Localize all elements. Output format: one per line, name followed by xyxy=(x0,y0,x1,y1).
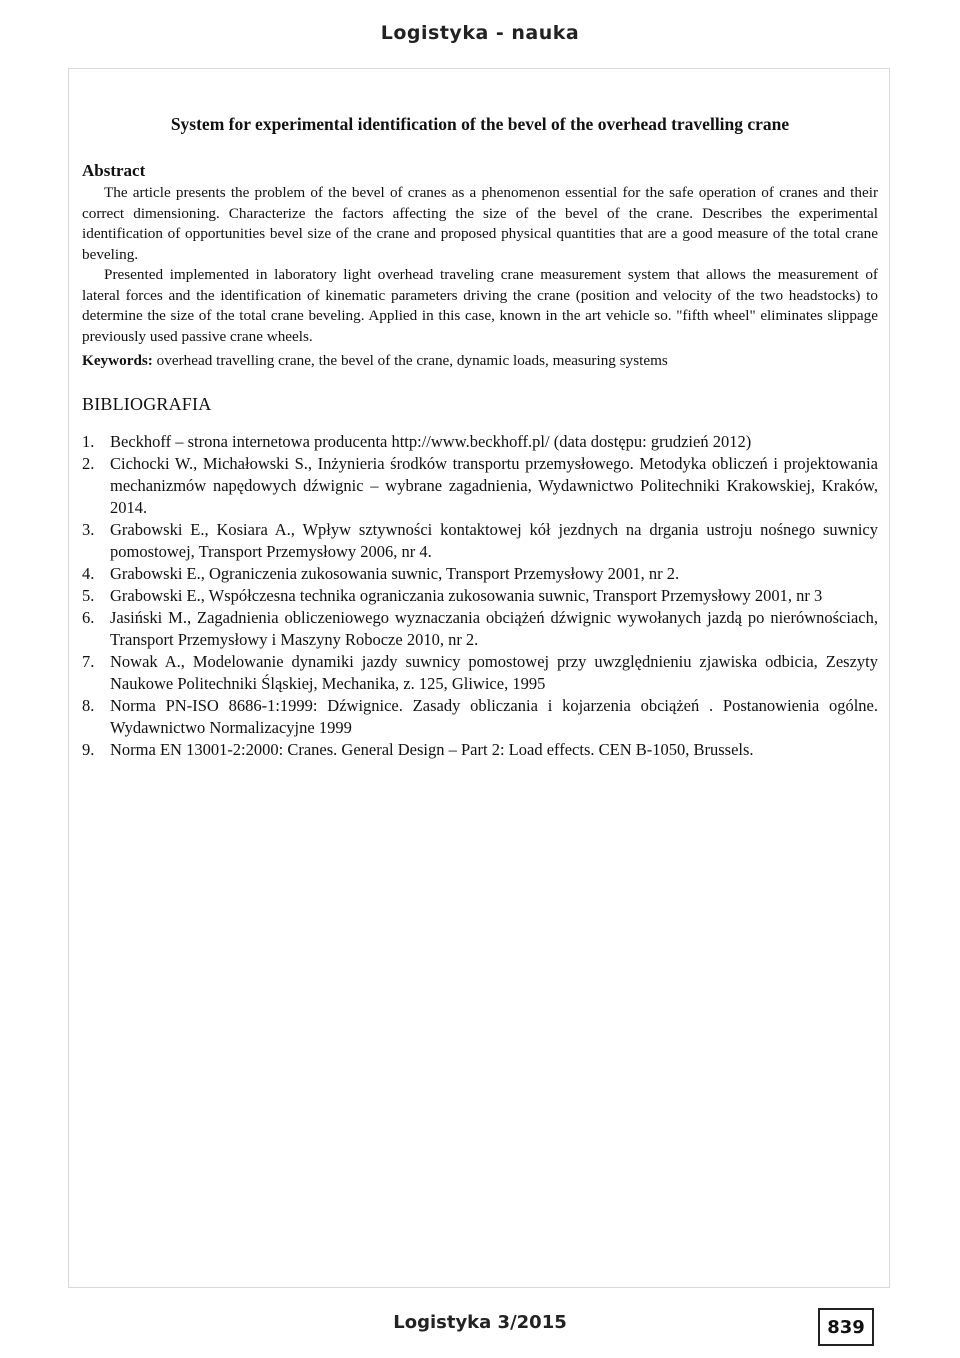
bibliography-item-text: Cichocki W., Michałowski S., Inżynieria środków transportu przemysłowego. Metodyka obliczeń i projektowania mechanizmów napędowych dźwignic – wybrane zagadnienia, Wydawnictwo Politechniki Krakowskiej, Kraków, 2014. xyxy=(110,453,878,517)
bibliography-item-number: 7. xyxy=(82,651,95,671)
bibliography-item xyxy=(82,607,878,651)
bibliography-item-text: Grabowski E., Ograniczenia zukosowania suwnic, Transport Przemysłowy 2001, nr 2. xyxy=(110,563,680,583)
bibliography-item-text: Grabowski E., Kosiara A., Wpływ sztywności kontaktowej kół jezdnych na drgania ustroju nośnego suwnicy pomostowej, Transport Przemysłowy 2006, nr 4. xyxy=(110,519,878,561)
bibliography-item-number: 6. xyxy=(82,607,95,627)
bibliography-item-number: 9. xyxy=(82,739,95,759)
bibliography-item xyxy=(82,453,878,519)
bibliography-item xyxy=(82,519,878,563)
bibliography-item-text: Norma PN-ISO 8686-1:1999: Dźwignice. Zasady obliczania i kojarzenia obciążeń . Postanowienia ogólne. Wydawnictwo Normalizacyjne 1999 xyxy=(110,695,878,737)
article-title: System for experimental identification of the bevel of the overhead travelling crane xyxy=(170,114,790,134)
bibliography-item-text: Nowak A., Modelowanie dynamiki jazdy suwnicy pomostowej przy uwzględnieniu zjawiska odbicia, Zeszyty Naukowe Politechniki Śląskiej, Mechanika, z. 125, Gliwice, 1995 xyxy=(110,651,878,693)
bibliography-item xyxy=(82,739,878,761)
bibliography-item-text: Norma EN 13001-2:2000: Cranes. General Design – Part 2: Load effects. CEN B-1050, Brussels. xyxy=(110,739,754,759)
keywords-text: overhead travelling crane, the bevel of the crane, dynamic loads, measuring systems xyxy=(152,352,668,369)
bibliography-item-number: 4. xyxy=(82,563,95,583)
page-number: 839 xyxy=(827,1316,865,1338)
keywords xyxy=(82,351,878,372)
abstract-heading: Abstract xyxy=(82,161,146,180)
bibliography-item-number: 1. xyxy=(82,431,95,451)
article-content xyxy=(82,114,878,761)
bibliography-item xyxy=(82,651,878,695)
bibliography-item-text: Jasiński M., Zagadnienia obliczeniowego wyznaczania obciążeń dźwignic wywołanych jazdą po nierównościach, Transport Przemysłowy i Maszyny Robocze 2010, nr 2. xyxy=(110,607,878,649)
bibliography-heading: BIBLIOGRAFIA xyxy=(82,393,212,414)
bibliography-item-number: 2. xyxy=(82,453,95,473)
running-header: Logistyka - nauka xyxy=(380,22,580,44)
bibliography-item-number: 3. xyxy=(82,519,95,539)
bibliography-item xyxy=(82,585,878,607)
bibliography-item xyxy=(82,563,878,585)
abstract-paragraph-2: Presented implemented in laboratory light overhead traveling crane measurement system that allows the measurement of lateral forces and the identification of kinematic parameters driving the crane (position and velocity of the two headstocks) to determine the size of the total crane beveling. Applied in this case, known in the art vehicle so. "fifth wheel" eliminates slippage previously used passive crane wheels. xyxy=(82,266,878,345)
keywords-label: Keywords: xyxy=(82,352,153,369)
bibliography-item-text: Beckhoff – strona internetowa producenta http://www.beckhoff.pl/ (data dostępu: grudzień 2012) xyxy=(110,431,752,451)
bibliography-item-number: 5. xyxy=(82,585,95,605)
bibliography-item xyxy=(82,695,878,739)
journal-footer: Logistyka 3/2015 xyxy=(393,1312,567,1333)
abstract-paragraph-1: The article presents the problem of the bevel of cranes as a phenomenon essential for the safe operation of cranes and their correct dimensioning. Characterize the factors affecting the size of the bevel of the crane. Describes the experimental identification of opportunities bevel size of the crane and proposed physical quantities that are a good measure of the total crane beveling. xyxy=(82,184,878,263)
page-number-box xyxy=(818,1308,874,1346)
bibliography-item-number: 8. xyxy=(82,695,95,715)
bibliography-item xyxy=(82,431,878,453)
bibliography-item-text: Grabowski E., Współczesna technika ograniczania zukosowania suwnic, Transport Przemysłowy 2001, nr 3 xyxy=(110,585,823,605)
bibliography-list xyxy=(82,431,878,761)
